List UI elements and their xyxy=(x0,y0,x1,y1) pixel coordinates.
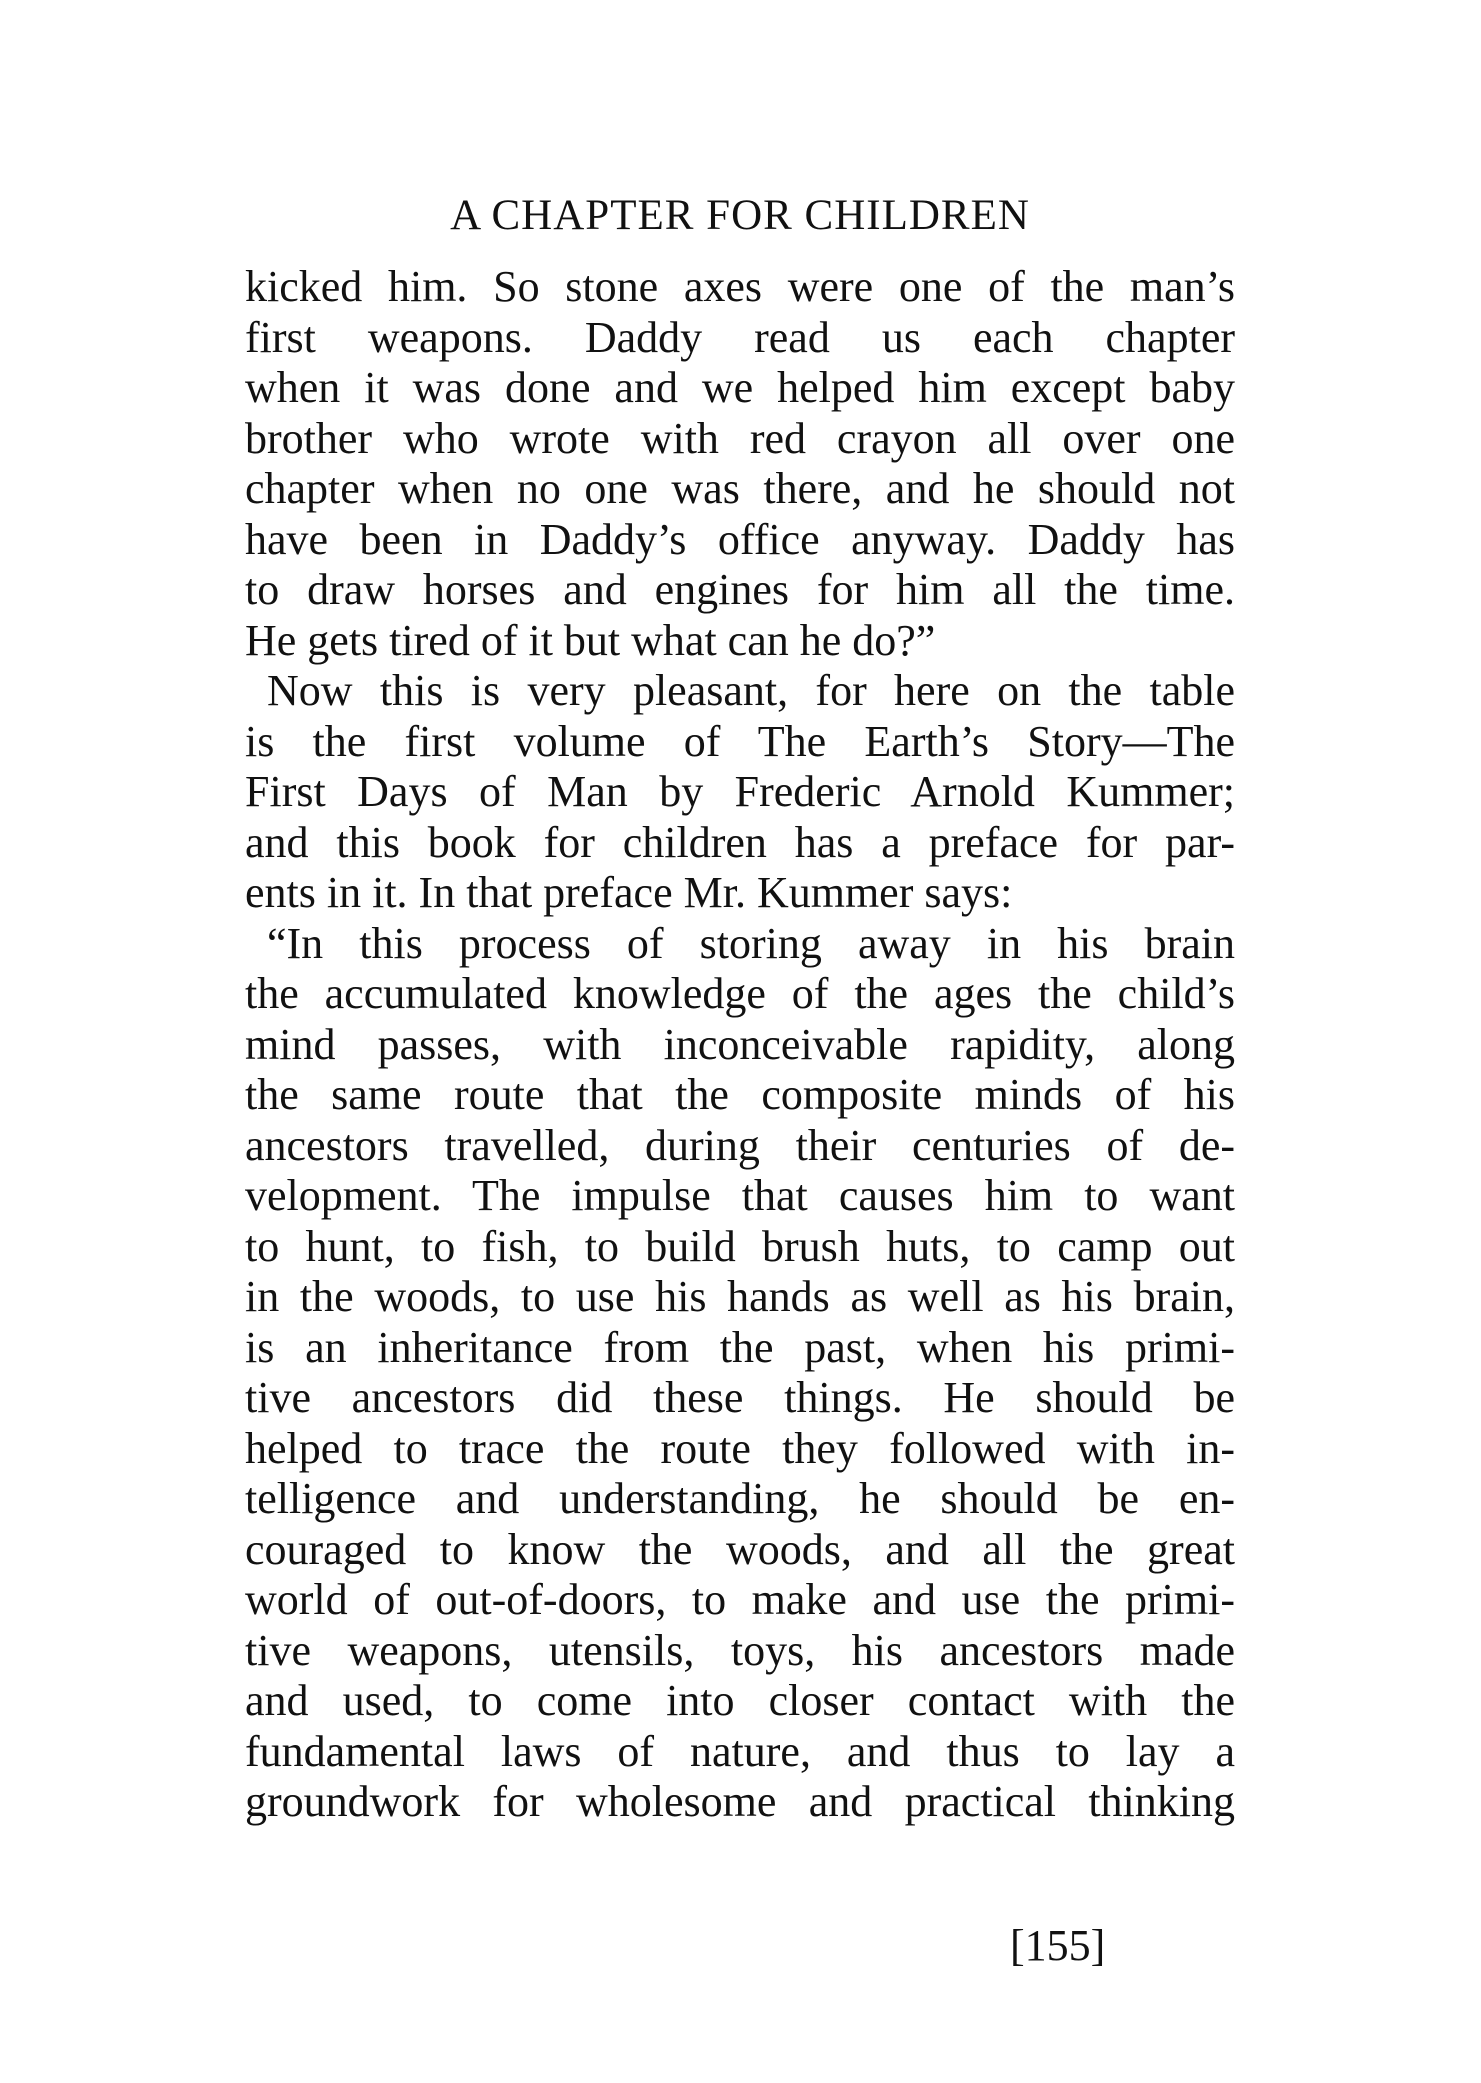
text-line: ents in it. In that preface Mr. Kummer says: xyxy=(245,868,1013,917)
text-line: is the first volume of The Earth’s Story—The xyxy=(245,716,1235,766)
text-line: the same route that the composite minds of his xyxy=(245,1070,1235,1119)
page-number: [155] xyxy=(1010,1921,1106,1970)
text-line: have been in Daddy’s office anyway. Daddy has xyxy=(245,514,1235,564)
text-line: Now this is very pleasant, for here on the table xyxy=(267,666,1235,715)
text-line: the accumulated knowledge of the ages the child’s xyxy=(245,969,1235,1018)
text-line: couraged to know the woods, and all the great xyxy=(245,1524,1235,1574)
text-line: velopment. The impulse that causes him to want xyxy=(245,1171,1235,1220)
text-line: kicked him. So stone axes were one of the man’s xyxy=(245,262,1235,311)
text-line: world of out-of-doors, to make and use the primi- xyxy=(245,1575,1235,1624)
text-line: is an inheritance from the past, when his primi- xyxy=(245,1322,1235,1372)
text-line: chapter when no one was there, and he should not xyxy=(245,464,1235,513)
text-line: telligence and understanding, he should be en- xyxy=(245,1474,1235,1523)
text-line: tive weapons, utensils, toys, his ancestors made xyxy=(245,1625,1235,1675)
text-line: and this book for children has a preface for par- xyxy=(245,817,1235,867)
text-line: brother who wrote with red crayon all over one xyxy=(245,413,1235,463)
text-line: fundamental laws of nature, and thus to lay a xyxy=(245,1726,1235,1776)
text-line: groundwork for wholesome and practical thinking xyxy=(245,1777,1235,1826)
text-line: in the woods, to use his hands as well as his brain, xyxy=(245,1272,1235,1321)
text-line: when it was done and we helped him except baby xyxy=(245,363,1235,412)
text-line: mind passes, with inconceivable rapidity, along xyxy=(245,1019,1235,1069)
body-text xyxy=(245,262,1235,1828)
text-line: tive ancestors did these things. He should be xyxy=(245,1373,1235,1422)
text-line: and used, to come into closer contact with the xyxy=(245,1676,1235,1725)
text-line: “In this process of storing away in his brain xyxy=(267,918,1235,968)
text-line: first weapons. Daddy read us each chapter xyxy=(245,312,1235,362)
text-line: First Days of Man by Frederic Arnold Kummer; xyxy=(245,767,1235,816)
text-line: ancestors travelled, during their centuries of de- xyxy=(245,1120,1235,1170)
text-line: to draw horses and engines for him all the time. xyxy=(245,565,1235,614)
text-line: He gets tired of it but what can he do?” xyxy=(245,615,936,665)
text-line: to hunt, to fish, to build brush huts, to camp out xyxy=(245,1221,1235,1271)
text-line: helped to trace the route they followed with in- xyxy=(245,1423,1235,1473)
running-head: A CHAPTER FOR CHILDREN xyxy=(450,192,1030,239)
